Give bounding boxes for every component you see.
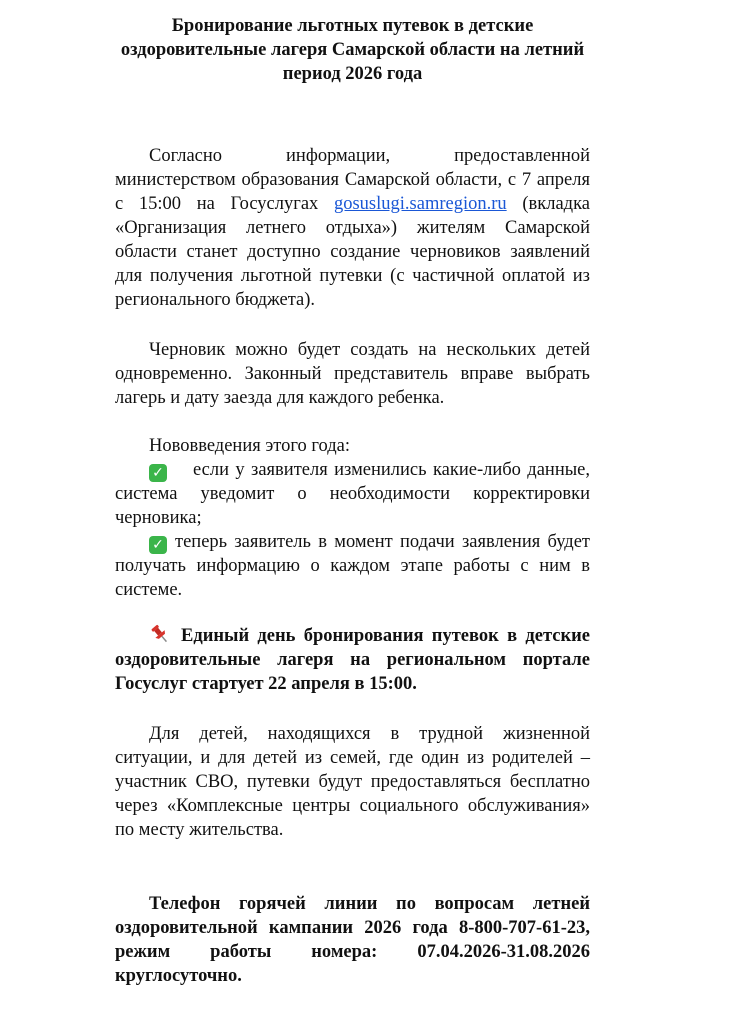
announcement-text-start: Согласно информации, предоставленной министерством образования Самарской области, с 7 апреля с 15:00 на Госуслугах <box>115 146 590 214</box>
paragraph-svo: Для детей, находящихся в трудной жизненной ситуации, и для детей из семей, где один из родителей – участник СВО, путевки будут предоставляться бесплатно через «Комплексные центры социального обслуживания» по месту жительства. <box>115 724 590 840</box>
booking-day-paragraph <box>115 624 590 696</box>
innovation-text-2: теперь заявитель в момент подачи заявления будет получать информацию о каждом этапе работы с ним в системе. <box>115 532 590 600</box>
innovations-heading: Нововведения этого года: <box>149 436 350 456</box>
innovation-item-1 <box>115 458 590 530</box>
pushpin-icon <box>149 624 171 644</box>
check-mark-icon: ✓ <box>149 464 167 482</box>
check-mark-icon: ✓ <box>149 536 167 554</box>
document-title: Бронирование льготных путевок в детские оздоровительные лагеря Самарской области на летний период 2026 года <box>120 16 585 84</box>
innovation-item-2 <box>115 530 590 602</box>
document-page <box>115 10 590 988</box>
innovation-text-1: если у заявителя изменились какие-либо данные, система уведомит о необходимости корректировки черновика; <box>115 460 590 528</box>
announcement-text-end: (вкладка «Организация летнего отдыха») жителям Самарской области станет доступно создание черновиков заявлений для получения льготной путевки (с частичной оплатой из регионального бюджета). <box>115 194 590 310</box>
paragraph-announcement <box>115 144 590 312</box>
hotline-paragraph: Телефон горячей линии по вопросам летней оздоровительной кампании 2026 года 8-800-707-61-23, режим работы номера: 07.04.2026-31.08.2026 круглосуточно. <box>115 894 590 986</box>
gosuslugi-samregion-link[interactable]: gosuslugi.samregion.ru <box>333 194 507 214</box>
paragraph-draft: Черновик можно будет создать на нескольких детей одновременно. Законный представитель вправе выбрать лагерь и дату заезда для каждого ребенка. <box>115 340 590 408</box>
booking-day-text: Единый день бронирования путевок в детские оздоровительные лагеря на региональном портале Госуслуг стартует 22 апреля в 15:00. <box>115 626 590 694</box>
